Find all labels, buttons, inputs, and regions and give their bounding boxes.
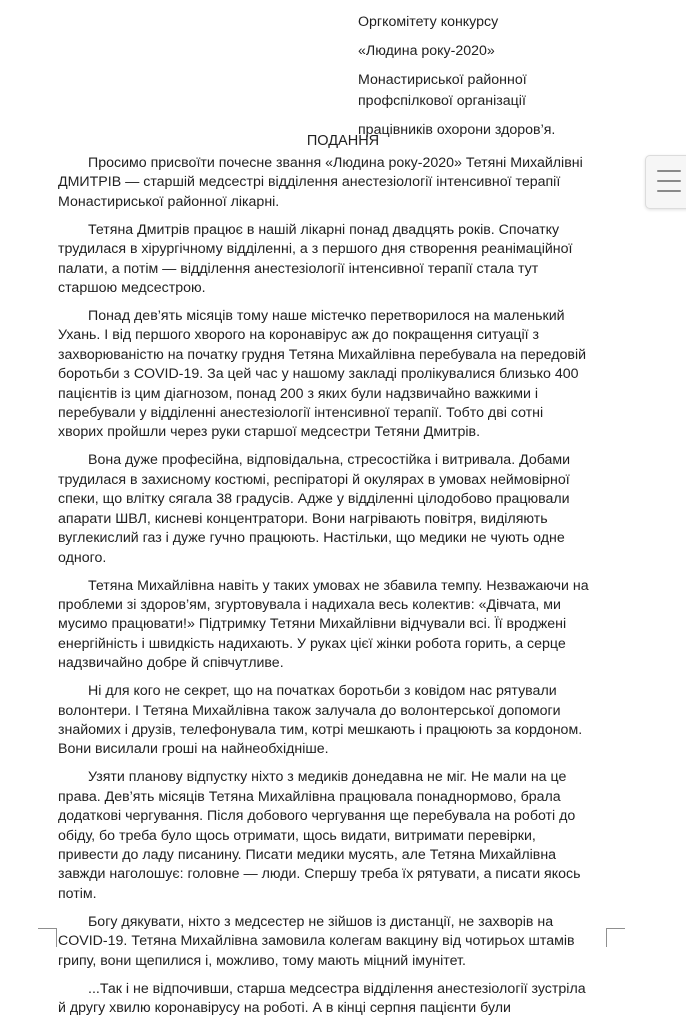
body-paragraph: Богу дякувати, ніхто з медсестер не зійшов із дистанції, не захворів на COVID-19. Тетяна Михайлівна замовила колегам вакцину від чотирьох штамів грипу, вони щепилися і, можливо, тому мають міцний імунітет.	[58, 913, 575, 969]
body-paragraph: ...Так і не відпочивши, старша медсестра відділення анестезіології зустріла й другу хвилю коронавірусу на роботі. А в кінці серпня пацієнти були	[58, 980, 586, 1016]
addressee-line: Монастириської районної	[358, 72, 527, 88]
addressee-block	[358, 12, 658, 141]
body-paragraph: Тетяна Михайлівна навіть у таких умовах не збавила темпу. Незважаючи на проблеми зі здоров’ям, згуртовувала і надихала весь колектив: «Дівчата, ми мусимо працювати!» Підтримку Тетяни Михайлівни відчували всі. Її вроджені енергійність і швидкість надихають. У руках цієї жінки робота горить, а серце надзвичайно добре й співчутливе.	[58, 577, 589, 672]
addressee-line: Оргкомітету конкурсу	[358, 14, 499, 30]
document-body	[58, 154, 590, 1027]
scroll-handle[interactable]	[645, 155, 686, 209]
body-paragraph: Просимо присвоїти почесне звання «Людина року-2020» Тетяні Михайлівні ДМИТРІВ — старшій медсестрі відділення анестезіології інтенсивної терапії Монастириської районної лікарні.	[58, 155, 583, 210]
document-title: ПОДАННЯ	[306, 133, 380, 149]
addressee-line: працівників охорони здоров’я.	[358, 122, 556, 138]
body-paragraph: Ні для кого не секрет, що на початках боротьби з ковідом нас рятували волонтери. І Тетяна Михайлівна також залучала до волонтерської допомоги знайомих і друзів, телефонувала тим, котрі мешкають і працюють за кордоном. Вони висилали гроші на найнеобхідніше.	[58, 683, 583, 758]
body-paragraph: Узяти планову відпустку ніхто з медиків донедавна не міг. Не мали на це права. Дев’ять місяців Тетяна Михайлівна працювала понаднормово, брала додаткові чергування. Після добового чергування ще перебувала на роботі до обіду, бо треба було щось отримати, щось видати, витримати перевірки, привести до ладу писанину. Писати медики мусять, але Тетяна Михайлівна завжди наголошує: головне — люди. Спершу треба їх рятувати, а писати якось потім.	[58, 769, 581, 902]
body-paragraph: Понад дев’ять місяців тому наше містечко перетворилося на маленький Ухань. І від першого хворого на коронавірус аж до покращення ситуації з захворюваністю на початку грудня Тетяна Михайлівна перебувала на передовій боротьби з COVID-19. За цей час у нашому закладі пролікувалися близько 400 пацієнтів із цим діагнозом, понад 200 з яких були надзвичайно важкими і перебували у відділенні анестезіології інтенсивної терапії. Тобто дві сотні хворих пройшли через руки старшої медсестри Тетяни Дмитрів.	[58, 308, 587, 441]
page-corner-mark-left	[38, 928, 57, 947]
body-paragraph: Вона дуже професійна, відповідальна, стресостійка і витривала. Добами трудилася в захисному костюмі, респіраторі й окулярах в умовах неймовірної спеки, що влітку сягала 38 градусів. Адже у відділенні цілодобово працювали апарати ШВЛ, кисневі концентратори. Вони нагрівають повітря, виділяють вуглекислий газ і дуже гучно працюють. Настільки, що медики не чують одне одного.	[58, 452, 571, 566]
addressee-line: «Людина року-2020»	[358, 43, 495, 59]
page-corner-mark-right	[606, 928, 625, 947]
body-paragraph: Тетяна Дмитрів працює в нашій лікарні понад двадцять років. Спочатку трудилася в хірургічному відділенні, а з першого дня створення реанімаційної палати, а потім — відділення анестезіології інтенсивної терапії стала тут старшою медсестрою.	[58, 221, 573, 297]
addressee-line: профспілкової організації	[358, 93, 526, 109]
